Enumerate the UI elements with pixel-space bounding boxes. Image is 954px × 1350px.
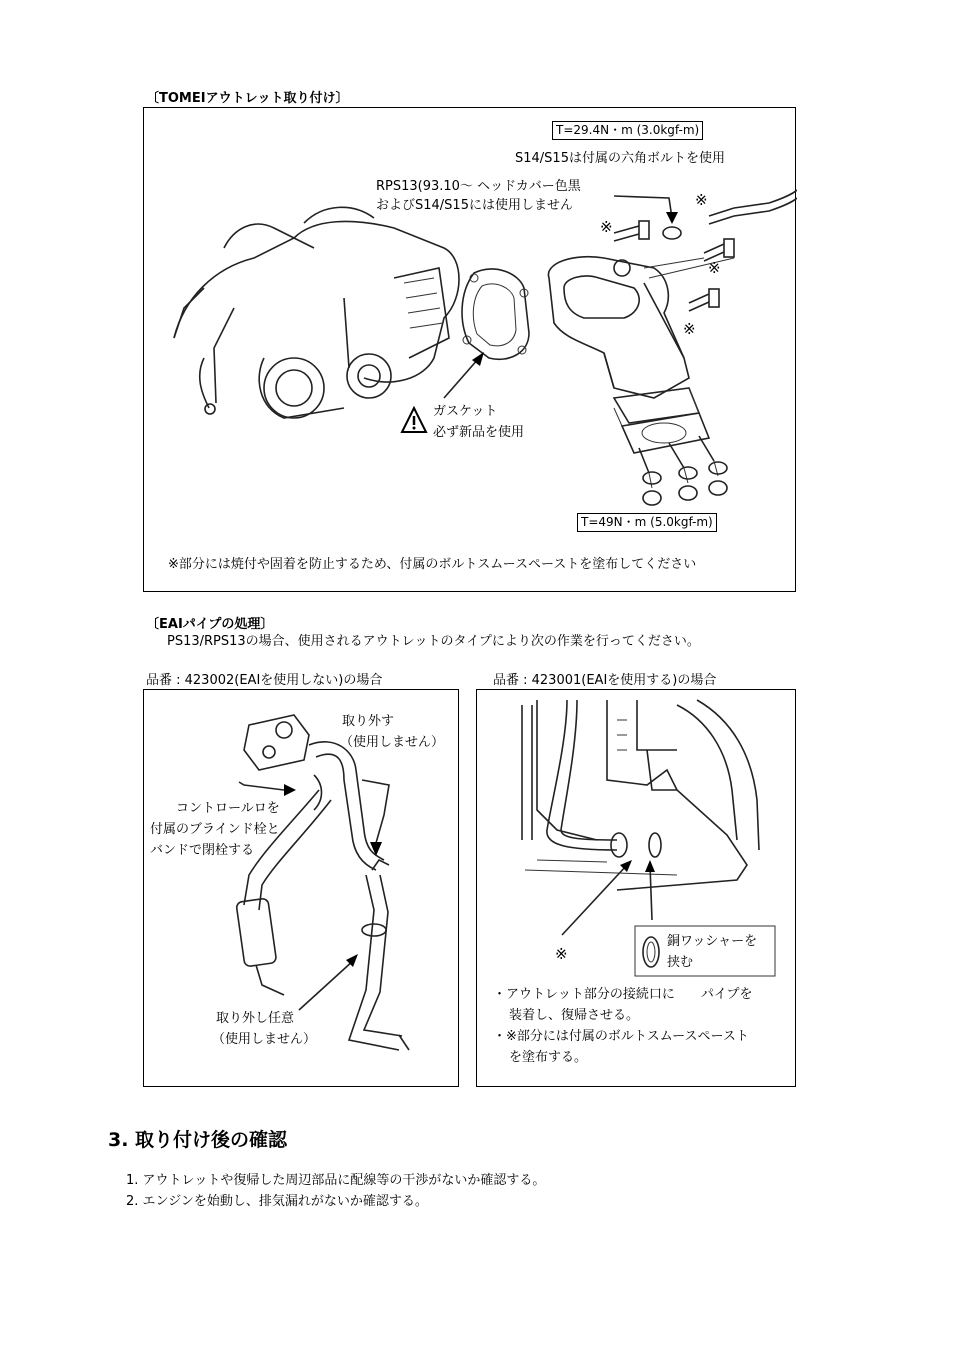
check-item-2: 2. エンジンを始動し、排気漏れがないか確認する。 bbox=[126, 1194, 428, 1209]
torque-top-label: T=29.4N・m (3.0kgf-m) bbox=[552, 121, 703, 140]
remove-label: 取り外す bbox=[342, 714, 395, 729]
remove-note: （使用しません） bbox=[340, 735, 445, 750]
warning-icon bbox=[402, 408, 426, 432]
control-port-line2: 付属のブラインド栓と bbox=[150, 822, 280, 837]
gasket-label: ガスケット bbox=[433, 404, 498, 419]
right-note-1-line1: ・アウトレット部分の接続口に パイプを bbox=[493, 987, 753, 1002]
eai-unused-frame bbox=[143, 689, 459, 1087]
mark-middle: ※ bbox=[708, 259, 721, 277]
control-port-line3: バンドで閉栓する bbox=[150, 843, 255, 858]
studs-and-nuts-drawing bbox=[639, 436, 727, 505]
optional-remove-note: （使用しません） bbox=[212, 1032, 317, 1047]
mark-connection: ※ bbox=[555, 945, 568, 963]
mark-top-left: ※ bbox=[600, 218, 613, 236]
mark-top-right: ※ bbox=[695, 191, 708, 209]
optional-remove-label: 取り外し任意 bbox=[216, 1011, 295, 1026]
section-title-eai: 〔EAIパイプの処理〕 bbox=[146, 617, 274, 632]
check-item-1: 1. アウトレットや復帰した周辺部品に配線等の干渉がないか確認する。 bbox=[126, 1173, 546, 1188]
torque-bottom-label: T=49N・m (5.0kgf-m) bbox=[577, 513, 717, 532]
s14-s15-note: S14/S15は付属の六角ボルトを使用 bbox=[515, 151, 725, 166]
rps13-note-line2: およびS14/S15には使用しません bbox=[376, 198, 573, 213]
control-port-line1: コントロールロを bbox=[176, 801, 280, 816]
gasket-note: 必ず新品を使用 bbox=[433, 425, 525, 440]
rps13-note-line1: RPS13(93.10～ ヘッドカバー色黒 bbox=[376, 179, 581, 194]
outlet-diagram-frame bbox=[143, 107, 796, 592]
copper-washer-note: 挟む bbox=[667, 955, 694, 970]
left-case-heading: 品番 : 423002(EAIを使用しない)の場合 bbox=[146, 673, 383, 688]
mark-lower: ※ bbox=[683, 320, 696, 338]
right-note-2-line1: ・※部分には付属のボルトスムースペースト bbox=[493, 1029, 749, 1044]
outlet-pipe-drawing bbox=[548, 257, 709, 453]
right-note-1-line2: 装着し、復帰させる。 bbox=[509, 1008, 640, 1023]
turbo-manifold-drawing bbox=[174, 207, 459, 418]
eai-intro: PS13/RPS13の場合、使用されるアウトレットのタイプにより次の作業を行ってください。 bbox=[167, 634, 700, 649]
copper-washer-label: 銅ワッシャーを bbox=[667, 934, 758, 949]
section-title-outlet: 〔TOMEIアウトレット取り付け〕 bbox=[146, 91, 349, 106]
gasket-drawing bbox=[462, 269, 529, 359]
eai-used-frame bbox=[476, 689, 796, 1087]
right-case-heading: 品番 : 423001(EAIを使用する)の場合 bbox=[493, 673, 717, 688]
post-install-check-heading: 3. 取り付け後の確認 bbox=[108, 1129, 288, 1151]
paste-footnote: ※部分には焼付や固着を防止するため、付属のボルトスムースペーストを塗布してください bbox=[168, 557, 697, 572]
right-note-2-line2: を塗布する。 bbox=[509, 1050, 588, 1065]
